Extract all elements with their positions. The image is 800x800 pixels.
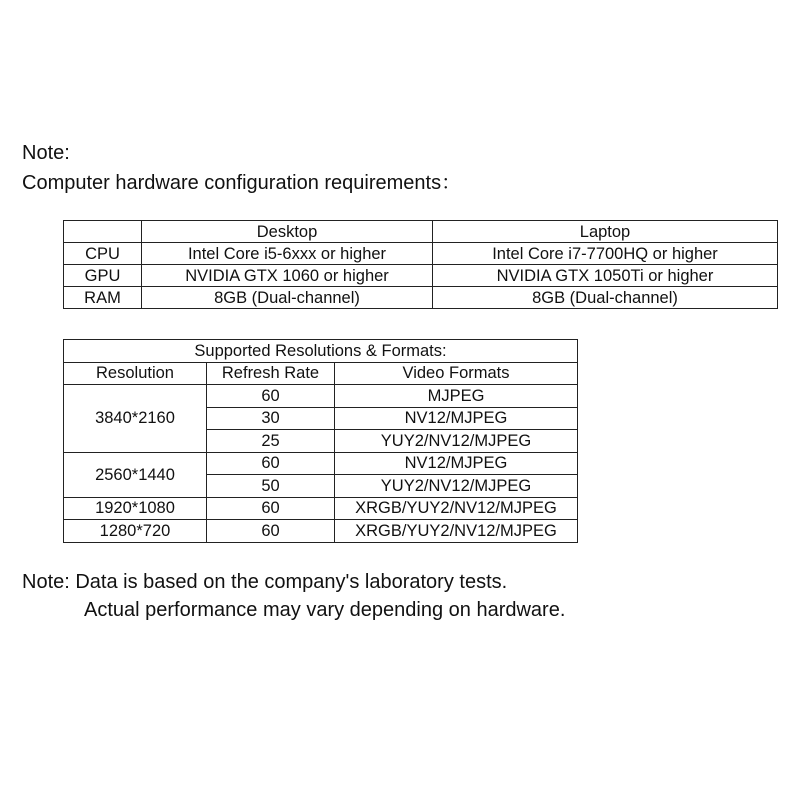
refresh-rate-cell: 30 bbox=[207, 407, 335, 430]
resolutions-table bbox=[63, 339, 578, 543]
resolution-cell: 3840*2160 bbox=[64, 385, 207, 453]
formats-cell: YUY2/NV12/MJPEG bbox=[335, 430, 578, 453]
hardware-requirements-table bbox=[63, 220, 778, 309]
row-label: CPU bbox=[64, 243, 142, 265]
row-label: GPU bbox=[64, 265, 142, 287]
footer-note-line-2: Actual performance may vary depending on hardware. bbox=[84, 599, 566, 621]
laptop-cell: Intel Core i7-7700HQ or higher bbox=[433, 243, 778, 265]
header-cell: Desktop bbox=[142, 221, 433, 243]
footer-note-line-1: Note: Data is based on the company's laboratory tests. bbox=[22, 571, 508, 593]
table-row bbox=[64, 287, 778, 309]
resolution-cell: 2560*1440 bbox=[64, 452, 207, 497]
note-title: Note: bbox=[22, 142, 70, 164]
header-cell: Laptop bbox=[433, 221, 778, 243]
header-cell: Refresh Rate bbox=[207, 362, 335, 385]
formats-cell: XRGB/YUY2/NV12/MJPEG bbox=[335, 497, 578, 520]
formats-cell: NV12/MJPEG bbox=[335, 452, 578, 475]
header-cell: Video Formats bbox=[335, 362, 578, 385]
formats-cell: YUY2/NV12/MJPEG bbox=[335, 475, 578, 498]
table-row bbox=[64, 243, 778, 265]
table-header-row bbox=[64, 221, 778, 243]
refresh-rate-cell: 60 bbox=[207, 452, 335, 475]
resolution-cell: 1920*1080 bbox=[64, 497, 207, 520]
laptop-cell: 8GB (Dual-channel) bbox=[433, 287, 778, 309]
refresh-rate-cell: 60 bbox=[207, 497, 335, 520]
desktop-cell: NVIDIA GTX 1060 or higher bbox=[142, 265, 433, 287]
formats-cell: XRGB/YUY2/NV12/MJPEG bbox=[335, 520, 578, 543]
table-row bbox=[64, 520, 578, 543]
header-cell: Resolution bbox=[64, 362, 207, 385]
table-title-row bbox=[64, 340, 578, 363]
hardware-requirements-heading: Computer hardware configuration requirements： bbox=[22, 172, 462, 194]
refresh-rate-cell: 25 bbox=[207, 430, 335, 453]
refresh-rate-cell: 60 bbox=[207, 385, 335, 408]
table-row bbox=[64, 265, 778, 287]
formats-cell: MJPEG bbox=[335, 385, 578, 408]
table-row bbox=[64, 385, 578, 408]
table-header-row bbox=[64, 362, 578, 385]
header-cell bbox=[64, 221, 142, 243]
refresh-rate-cell: 60 bbox=[207, 520, 335, 543]
row-label: RAM bbox=[64, 287, 142, 309]
table-row bbox=[64, 452, 578, 475]
refresh-rate-cell: 50 bbox=[207, 475, 335, 498]
laptop-cell: NVIDIA GTX 1050Ti or higher bbox=[433, 265, 778, 287]
resolutions-title: Supported Resolutions & Formats: bbox=[64, 340, 578, 363]
table-row bbox=[64, 497, 578, 520]
desktop-cell: 8GB (Dual-channel) bbox=[142, 287, 433, 309]
formats-cell: NV12/MJPEG bbox=[335, 407, 578, 430]
resolution-cell: 1280*720 bbox=[64, 520, 207, 543]
desktop-cell: Intel Core i5-6xxx or higher bbox=[142, 243, 433, 265]
